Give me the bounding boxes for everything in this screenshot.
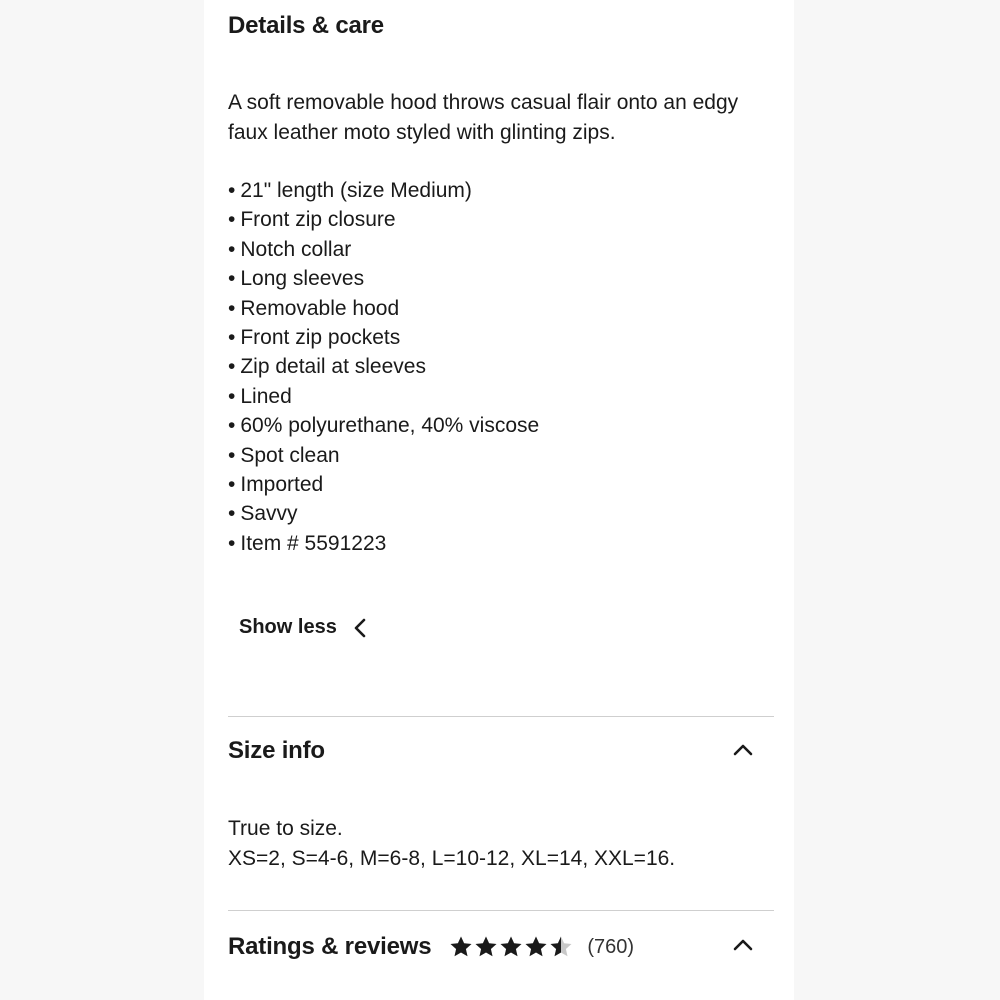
- feature-item: • Lined: [228, 382, 539, 411]
- feature-item: • 21" length (size Medium): [228, 176, 539, 205]
- star-icon: [499, 935, 523, 959]
- size-conversion: XS=2, S=4-6, M=6-8, L=10-12, XL=14, XXL=16.: [228, 847, 676, 870]
- size-info-heading: Size info: [228, 737, 325, 764]
- section-divider: [228, 716, 774, 717]
- size-fit-note: True to size.: [228, 817, 343, 840]
- product-description: A soft removable hood throws casual flair onto an edgy faux leather moto styled with glinting zips.: [228, 91, 739, 144]
- star-rating: [449, 935, 573, 959]
- show-less-button[interactable]: [239, 616, 367, 639]
- star-icon: [524, 935, 548, 959]
- star-icon: [474, 935, 498, 959]
- chevron-left-icon: [353, 617, 367, 639]
- star-icon: [549, 935, 573, 959]
- ratings-accordion-header[interactable]: [228, 923, 774, 971]
- feature-item: • Savvy: [228, 499, 539, 528]
- product-feature-list: [228, 176, 539, 558]
- feature-item: • Zip detail at sleeves: [228, 352, 539, 381]
- ratings-heading: Ratings & reviews: [228, 933, 432, 960]
- feature-item: • Front zip closure: [228, 205, 539, 234]
- feature-item: • 60% polyurethane, 40% viscose: [228, 411, 539, 440]
- feature-item: • Front zip pockets: [228, 323, 539, 352]
- review-count[interactable]: (760): [587, 935, 635, 958]
- feature-item: • Notch collar: [228, 235, 539, 264]
- size-info-accordion-header[interactable]: [228, 729, 774, 777]
- star-icon: [449, 935, 473, 959]
- chevron-up-icon[interactable]: [732, 742, 754, 758]
- size-info-content: [228, 814, 675, 874]
- ratings-summary: [228, 927, 634, 967]
- feature-item: • Imported: [228, 470, 539, 499]
- feature-item: • Long sleeves: [228, 264, 539, 293]
- chevron-up-icon[interactable]: [732, 937, 754, 953]
- product-details-panel: [204, 0, 794, 1000]
- feature-item: • Removable hood: [228, 294, 539, 323]
- feature-item: • Spot clean: [228, 441, 539, 470]
- details-care-heading: Details & care: [228, 12, 384, 39]
- section-divider: [228, 910, 774, 911]
- show-less-label: Show less: [239, 616, 337, 638]
- feature-item: • Item # 5591223: [228, 529, 539, 558]
